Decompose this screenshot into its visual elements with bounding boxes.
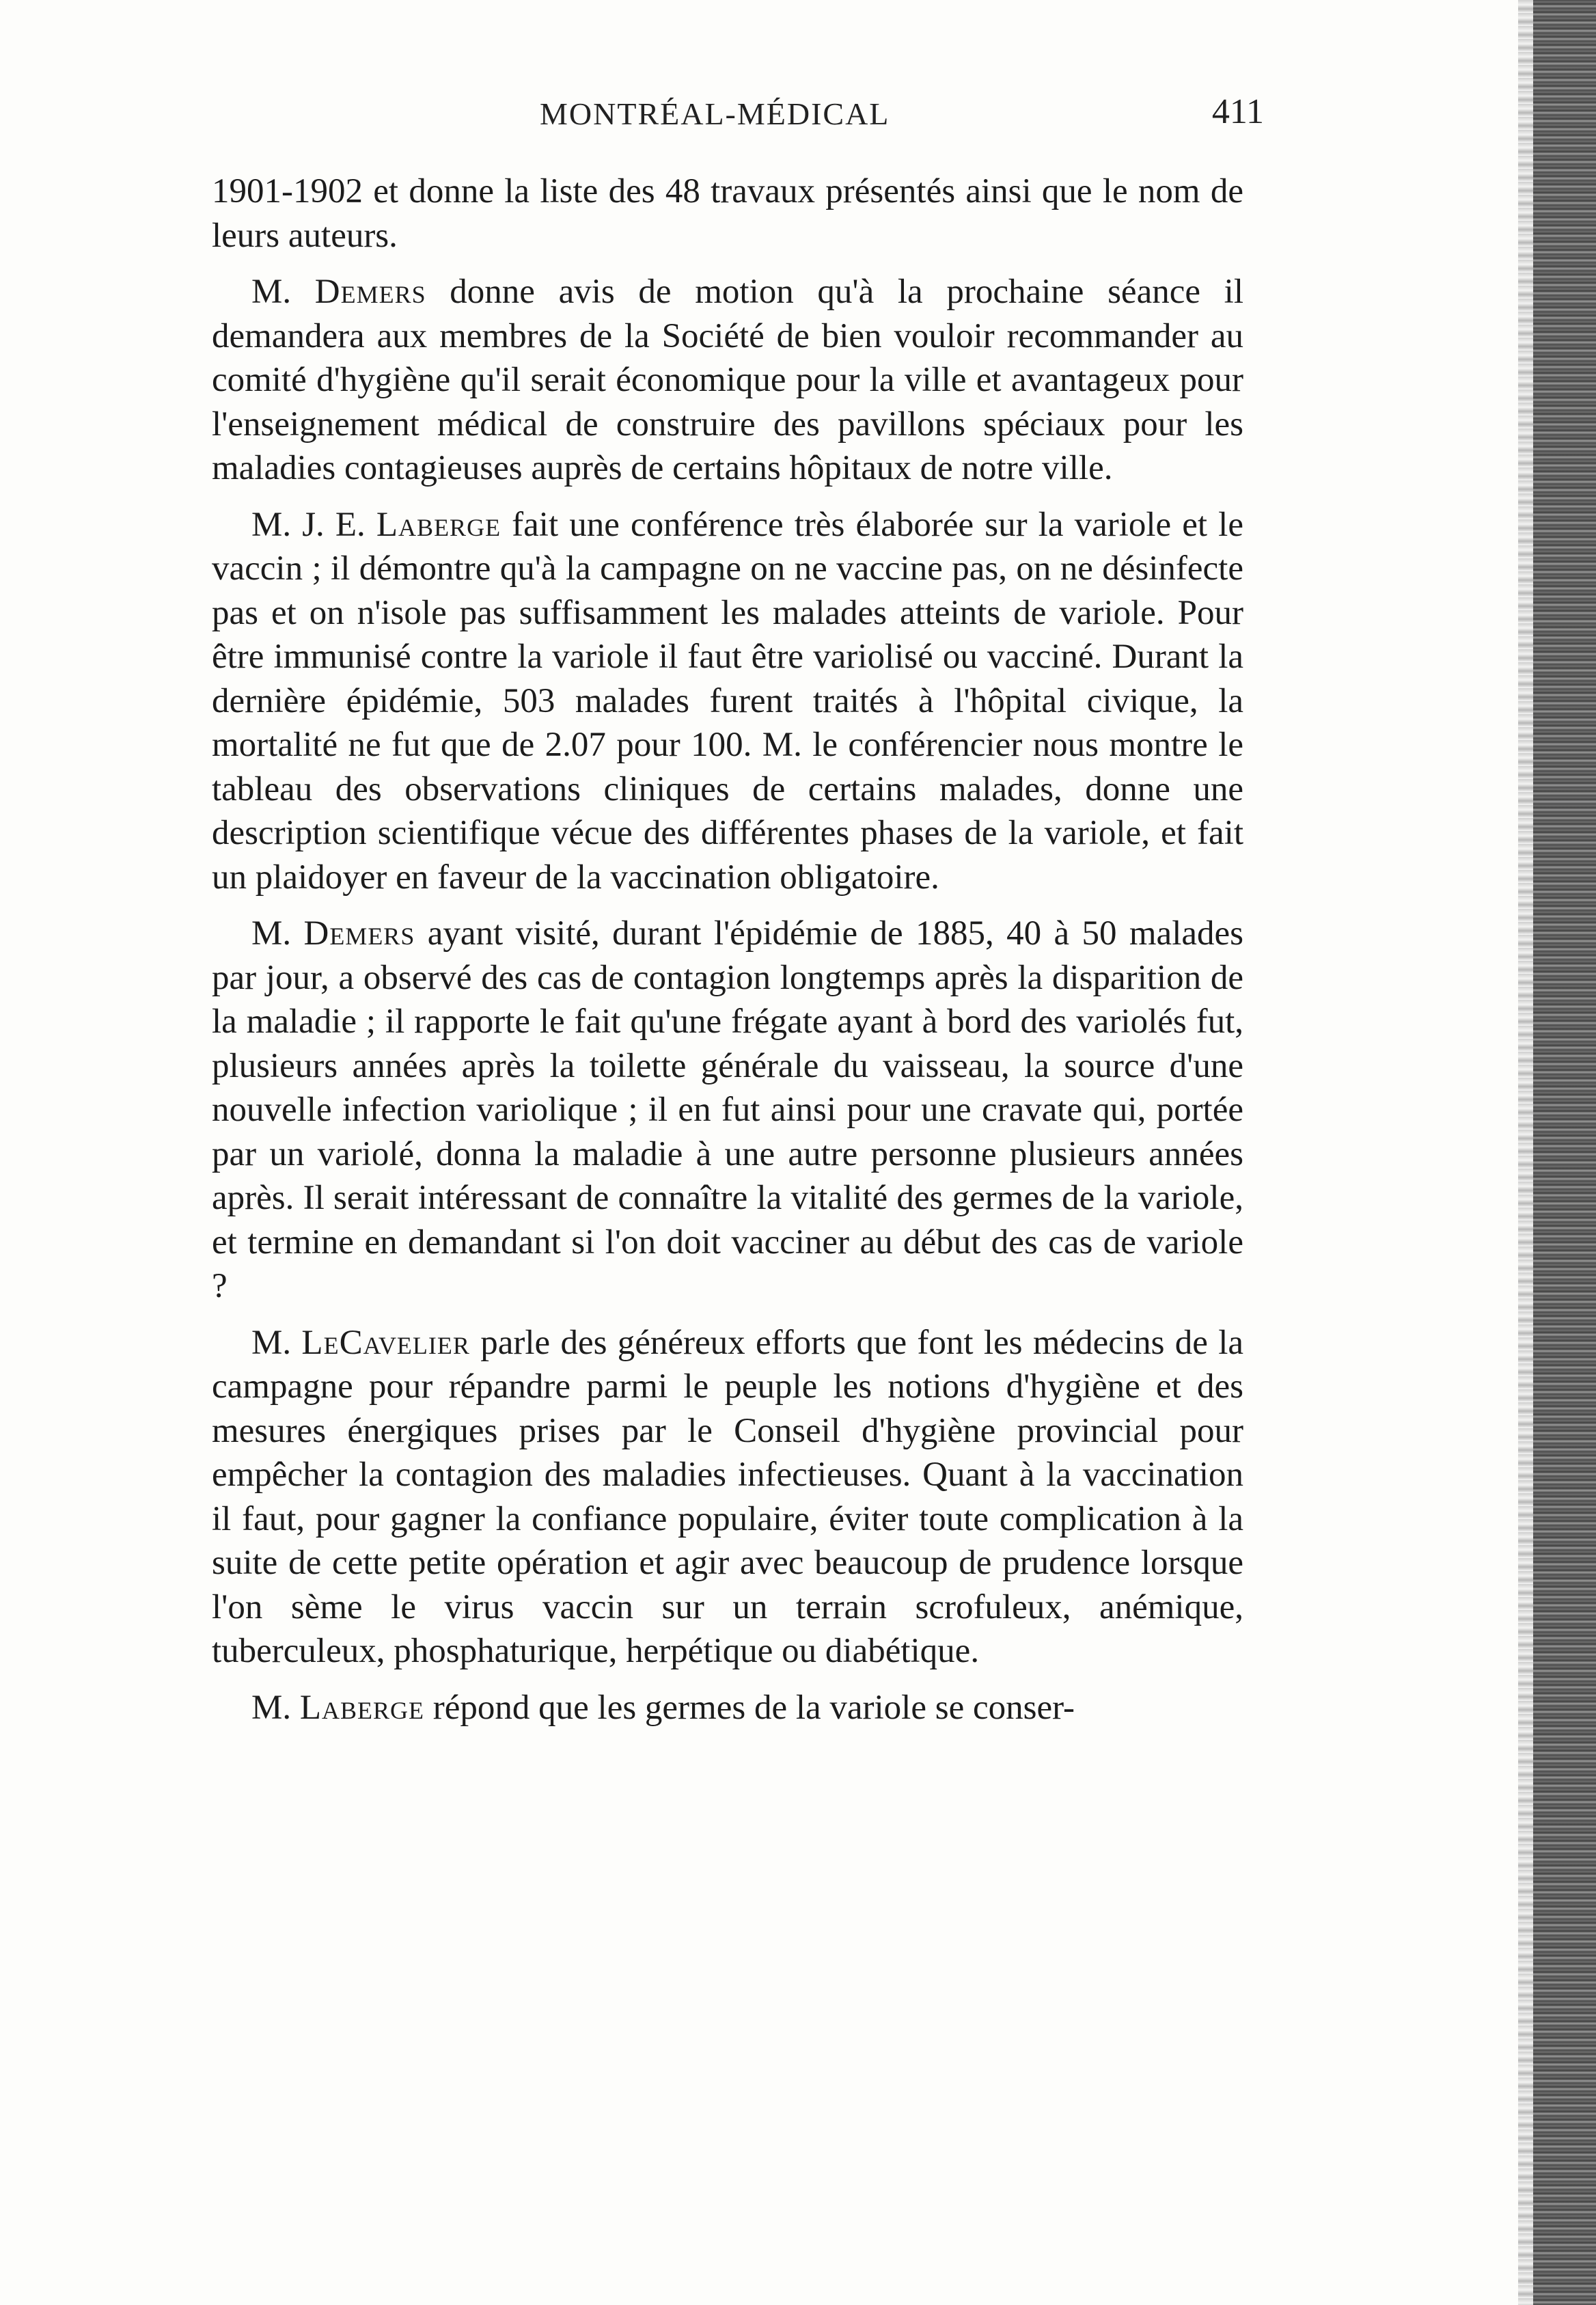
scan-gutter-shadow bbox=[1518, 0, 1533, 2305]
speaker-name: Demers bbox=[303, 914, 415, 953]
scan-binding-edge bbox=[1533, 0, 1596, 2305]
paragraph-2 bbox=[212, 270, 1243, 491]
running-head: MONTRÉAL-MÉDICAL bbox=[540, 96, 890, 131]
paragraph-6-text: répond que les germes de la variole se conser- bbox=[424, 1688, 1075, 1727]
paragraph-4-prefix: M. bbox=[251, 914, 304, 953]
paragraph-1 bbox=[212, 169, 1243, 258]
paragraph-2-prefix: M. bbox=[251, 273, 315, 311]
paragraph-6 bbox=[212, 1686, 1243, 1730]
paragraph-3-text: fait une conférence très élaborée sur la variole et le vaccin ; il démontre qu'à la campagne on ne vaccine pas, on ne désinfecte pas et on n'isole pas suffisamment les malades atteints de variole. Pour être immunisé contre la variole il faut être variolisé ou vacciné. Durant la dernière épidémie, 503 malades furent traités à l'hôpital civique, la mortalité ne fut que de 2.07 pour 100. M. le conférencier nous montre le tableau des observations cliniques de certains malades, donne une description scientifique vécue des différentes phases de la variole, et fait un plaidoyer en faveur de la vaccination obligatoire. bbox=[212, 505, 1243, 897]
paragraph-2-text: donne avis de motion qu'à la prochaine séance il demandera aux membres de la Société de bien vouloir recommander au comité d'hygiène qu'il serait économique pour la ville et avantageux pour l'enseignement médical de construire des pavillons spéciaux pour les maladies contagieuses auprès de certains hôpitaux de notre ville. bbox=[212, 273, 1243, 487]
paragraph-3 bbox=[212, 503, 1243, 900]
paragraph-4 bbox=[212, 912, 1243, 1309]
page-number: 411 bbox=[1211, 92, 1264, 131]
paragraph-4-text: ayant visité, durant l'épidémie de 1885, 40 à 50 malades par jour, a observé des cas de contagion longtemps après la disparition de la maladie ; il rapporte le fait qu'une frégate ayant à bord des variolés fut, plusieurs années après la toilette générale du vaisseau, la source d'une nouvelle infection variolique ; il en fut ainsi pour une cravate qui, portée par un variolé, donna la maladie à une autre personne plusieurs années après. Il serait intéressant de connaître la vitalité des germes de la variole, et termine en demandant si l'on doit vacciner au début des cas de variole ? bbox=[212, 914, 1243, 1305]
paragraph-5 bbox=[212, 1321, 1243, 1674]
paragraph-3-prefix: M. J. E. bbox=[251, 505, 376, 544]
paragraph-1-text: 1901-1902 et donne la liste des 48 travaux présentés ainsi que le nom de leurs auteurs. bbox=[212, 172, 1243, 255]
paragraph-5-text: parle des généreux efforts que font les médecins de la campagne pour répandre parmi le peuple les notions d'hygiène et des mesures énergiques prises par le Conseil d'hygiène provincial pour empêcher la contagion des maladies infectieuses. Quant à la vaccination il faut, pour gagner la confiance populaire, éviter toute complication à la suite de cette petite opération et agir avec beaucoup de prudence lorsque l'on sème le virus vaccin sur un terrain scrofuleux, anémique, tuberculeux, phosphaturique, herpétique ou diabétique. bbox=[212, 1323, 1243, 1670]
paragraph-6-prefix: M. bbox=[251, 1688, 300, 1727]
speaker-name: Demers bbox=[314, 273, 426, 311]
speaker-name: LeCavelier bbox=[301, 1323, 470, 1362]
body-text bbox=[212, 169, 1243, 1742]
speaker-name: Laberge bbox=[376, 505, 501, 544]
speaker-name: Laberge bbox=[299, 1688, 425, 1727]
paragraph-5-prefix: M. bbox=[251, 1323, 302, 1362]
page-header bbox=[212, 92, 1278, 150]
